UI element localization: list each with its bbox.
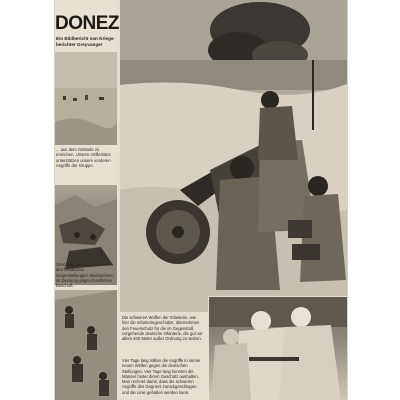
photo-artillery-crew — [120, 0, 347, 312]
body-paragraph-1: Die schweren Waffen der Infanterie, wie hier die Infanteriegeschütze, übernehmen den Feuerschutz für die im Gegenstoß vorgehende deutsche Infanterie, die gut vor allem 400 Meter außer Ordnung zu setzen. — [122, 315, 203, 342]
magazine-page — [55, 0, 347, 400]
caption-2: Geschütz. Es dient zusammen den feindlichen Gegenstellungen. Beobachtern im Deckung gegen feindlichen Beschuß. — [56, 262, 114, 289]
caption-1: ... aus dem Gelände zu erreichen. Unsere Artilleristen unterstützen unsere vorderen Angriffe der Gruppe. — [56, 147, 111, 168]
body-paragraph-2: Vier Tage lang rollten die Angriffe in immer neuen Wellen gegen die deutschen Stellungen. Vier Tage lang konnten die Männer hinter ihrem Geschütz aushalten. Man rechnet damit, dass die schweren Angriffe des Gegners zurückgeschlagen und die Linie gehalten werden kann. — [122, 358, 201, 395]
page-subtitle: Ein Bildbericht von Kriegs- berichter Greyvanger — [56, 36, 115, 47]
page-headline: DONEZ — [55, 13, 119, 34]
photo-infantry-advance — [55, 290, 117, 400]
photo-winter-soldiers — [208, 296, 347, 400]
photo-snowfield-horses — [55, 52, 117, 145]
left-column — [55, 0, 117, 400]
